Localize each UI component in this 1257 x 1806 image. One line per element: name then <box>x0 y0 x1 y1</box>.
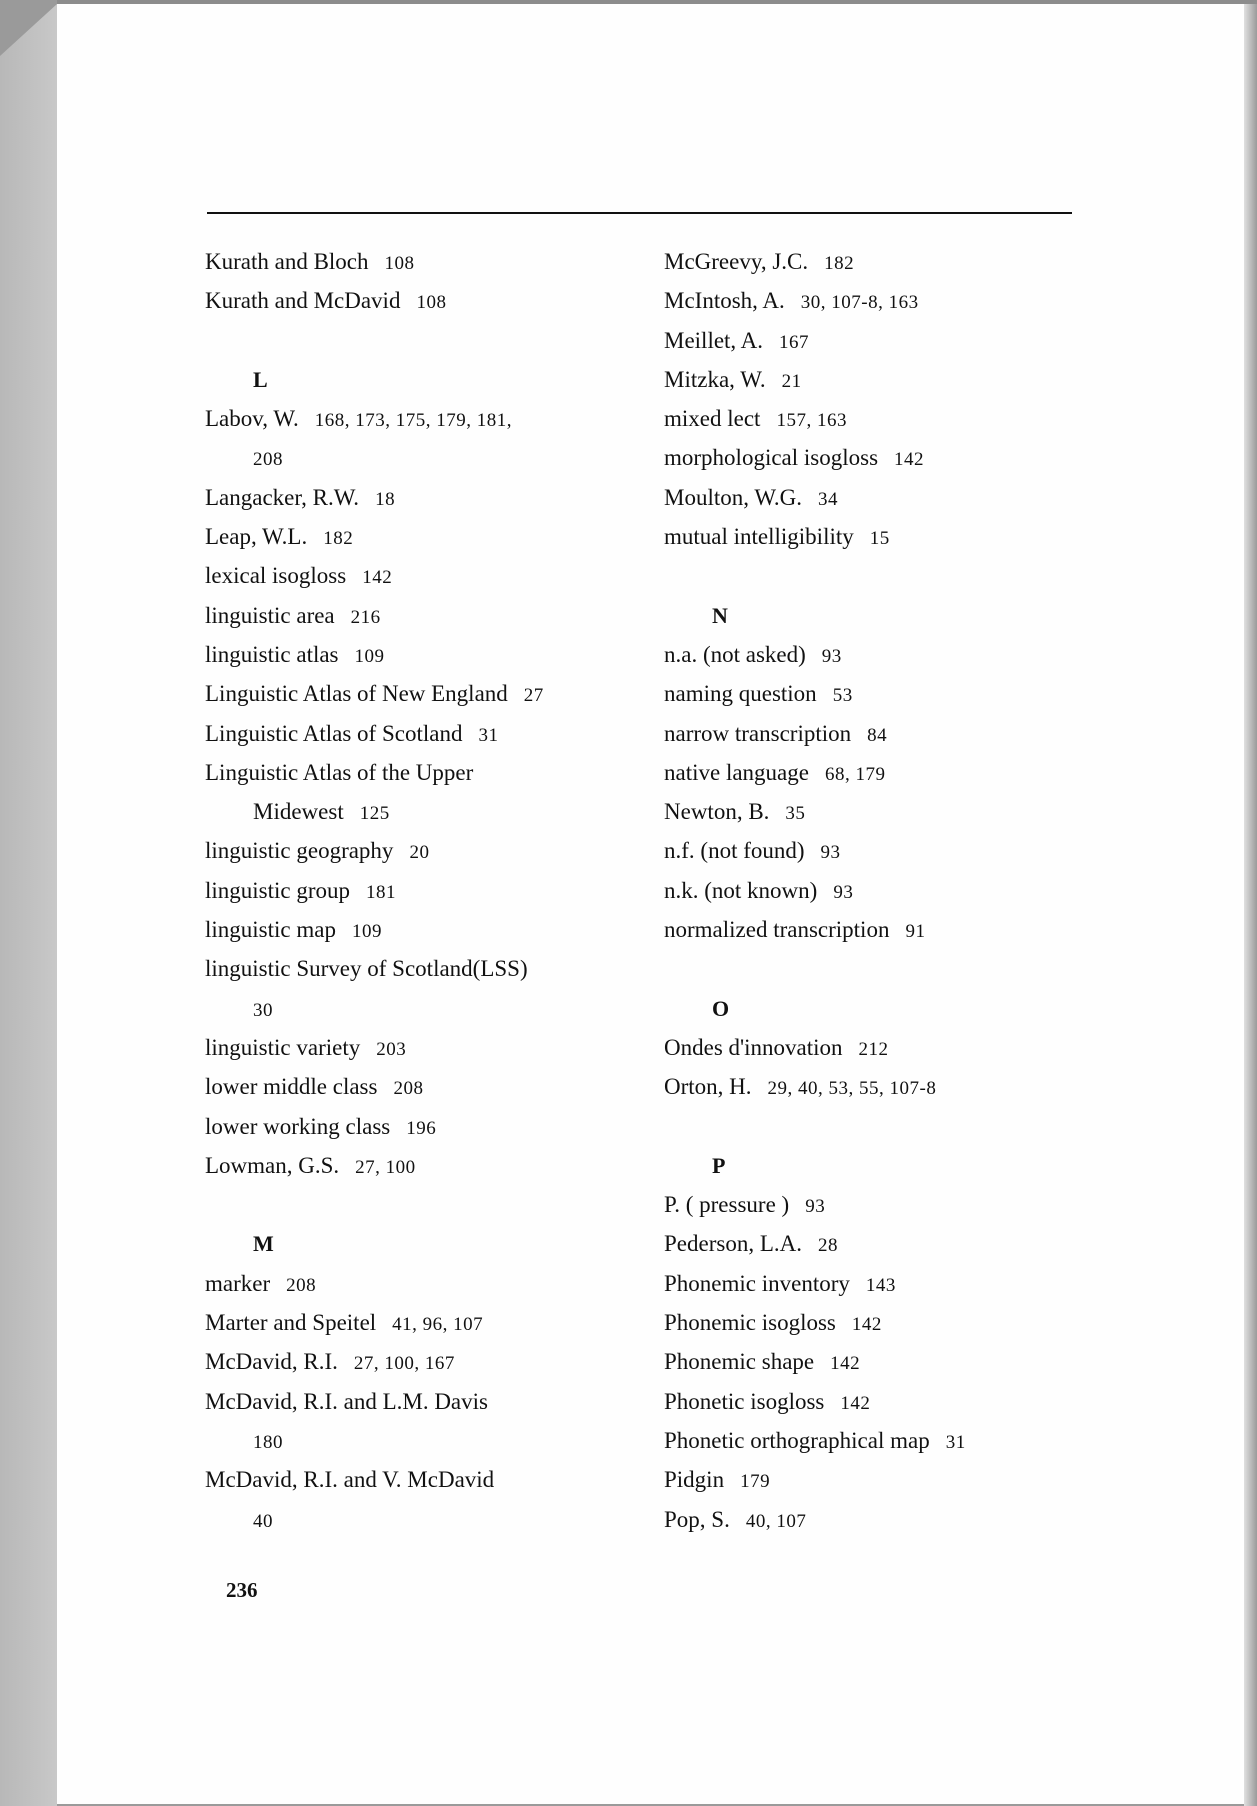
index-pages: 40 <box>253 1510 273 1532</box>
section-letter: L <box>253 366 268 392</box>
index-term: Pidgin <box>664 1467 725 1493</box>
index-term: lexical isogloss <box>205 563 347 589</box>
index-pages: 21 <box>781 370 802 392</box>
index-term: linguistic Survey of Scotland(LSS) <box>205 956 528 982</box>
index-pages: 29, 40, 53, 55, 107-8 <box>767 1078 937 1100</box>
index-pages: 93 <box>820 842 841 864</box>
index-entry <box>664 242 1104 281</box>
index-term: McGreevy, J.C. <box>664 249 809 274</box>
index-pages: 142 <box>851 1314 882 1336</box>
index-entry <box>664 635 1104 674</box>
index-term: native language <box>664 759 809 785</box>
index-pages: 53 <box>832 685 853 707</box>
index-entry-continuation <box>205 1500 645 1539</box>
index-pages: 15 <box>869 528 890 550</box>
index-term: McDavid, R.I. and V. McDavid <box>205 1467 495 1493</box>
index-term: linguistic map <box>205 917 336 943</box>
index-pages: 91 <box>905 921 926 943</box>
index-entry <box>664 360 1104 399</box>
index-term: Phonemic shape <box>664 1349 815 1375</box>
index-term: narrow transcription <box>664 720 852 746</box>
index-entry <box>205 399 645 438</box>
index-pages: 27, 100, 167 <box>353 1353 455 1375</box>
index-pages: 40, 107 <box>745 1510 807 1532</box>
index-entry <box>205 714 645 753</box>
index-entry <box>664 910 1104 949</box>
index-entry <box>664 753 1104 792</box>
index-entry <box>664 792 1104 831</box>
index-pages: 142 <box>840 1392 871 1414</box>
index-entry <box>664 438 1104 477</box>
index-pages: 68, 179 <box>824 763 886 785</box>
index-pages: 182 <box>323 528 354 550</box>
index-pages: 18 <box>375 488 396 510</box>
index-pages: 181 <box>366 881 397 903</box>
index-entry <box>205 910 645 949</box>
index-pages: 212 <box>858 1038 889 1060</box>
index-term: n.k. (not known) <box>664 877 818 903</box>
section-letter: N <box>712 602 728 628</box>
index-entry <box>205 1382 645 1421</box>
index-term: Pederson, L.A. <box>664 1231 802 1257</box>
index-pages: 142 <box>830 1353 861 1375</box>
index-pages: 203 <box>376 1038 407 1060</box>
index-entry <box>205 1264 645 1303</box>
index-pages: 108 <box>384 253 415 274</box>
index-entry <box>205 1460 645 1499</box>
index-term: P. ( pressure ) <box>664 1192 790 1218</box>
index-pages: 180 <box>253 1431 283 1453</box>
index-pages: 157, 163 <box>776 410 847 432</box>
index-pages: 30 <box>253 999 273 1021</box>
index-entry <box>664 1264 1104 1303</box>
index-pages: 93 <box>833 881 854 903</box>
index-entry <box>205 635 645 674</box>
index-term: morphological isogloss <box>664 445 879 471</box>
index-entry <box>205 1342 645 1381</box>
index-term: Pop, S. <box>664 1506 730 1532</box>
index-pages: 31 <box>945 1431 966 1453</box>
index-term: linguistic geography <box>205 838 394 864</box>
index-term: Phonetic isogloss <box>664 1388 825 1414</box>
index-term: Moulton, W.G. <box>664 484 803 510</box>
index-pages: 142 <box>894 449 925 471</box>
index-term: Linguistic Atlas of Scotland <box>205 720 463 746</box>
header-rule <box>207 212 1072 214</box>
index-term: mixed lect <box>664 406 761 432</box>
index-entry <box>664 1342 1104 1381</box>
index-entry <box>205 1146 645 1185</box>
index-entry <box>205 949 645 988</box>
book-right-edge <box>1244 4 1257 1806</box>
index-entry <box>205 478 645 517</box>
index-term: Langacker, R.W. <box>205 484 360 510</box>
index-entry <box>664 674 1104 713</box>
index-entry-continuation <box>205 438 645 477</box>
index-pages: 27 <box>523 685 544 707</box>
index-pages: 109 <box>354 645 385 667</box>
index-entry <box>664 1185 1104 1224</box>
section-letter: O <box>712 995 730 1021</box>
index-entry <box>205 1107 645 1146</box>
index-entry <box>205 556 645 595</box>
section-letter: P <box>712 1152 726 1178</box>
index-term: Phonemic inventory <box>664 1270 850 1296</box>
index-term: linguistic atlas <box>205 641 339 667</box>
index-pages: 31 <box>478 724 499 746</box>
index-entry-continuation <box>205 989 645 1028</box>
index-pages: 167 <box>779 331 810 353</box>
index-term: lower middle class <box>205 1074 378 1100</box>
index-term: Kurath and McDavid <box>205 288 401 314</box>
index-pages: 84 <box>867 724 888 746</box>
page-number: 236 <box>226 1578 258 1602</box>
index-pages: 182 <box>824 253 855 274</box>
book-spine <box>0 4 57 1806</box>
index-entry <box>205 1067 645 1106</box>
index-entry <box>664 1500 1104 1539</box>
index-pages: 35 <box>785 803 806 825</box>
index-pages: 179 <box>740 1471 771 1493</box>
index-entry <box>664 1224 1104 1263</box>
index-pages: 108 <box>416 292 447 314</box>
index-entry <box>205 1303 645 1342</box>
index-term: Linguistic Atlas of the Upper <box>205 759 474 785</box>
index-pages: 27, 100 <box>355 1156 416 1178</box>
index-term: linguistic area <box>205 602 335 628</box>
index-pages: 208 <box>393 1078 424 1100</box>
index-term: Mitzka, W. <box>664 366 766 392</box>
index-entry <box>664 1460 1104 1499</box>
index-term: linguistic group <box>205 877 351 903</box>
index-entry <box>664 517 1104 556</box>
index-term: Marter and Speitel <box>205 1310 377 1336</box>
index-entry <box>205 831 645 870</box>
blank-line <box>664 949 1104 988</box>
index-entry-continuation <box>205 792 645 831</box>
index-term: Orton, H. <box>664 1074 752 1100</box>
index-entry <box>664 831 1104 870</box>
index-pages: 125 <box>359 803 390 825</box>
index-entry <box>664 321 1104 360</box>
index-entry <box>664 1303 1104 1342</box>
index-pages: 109 <box>351 921 382 943</box>
index-pages: 93 <box>821 645 842 667</box>
index-pages: 34 <box>818 488 839 510</box>
index-entry <box>205 674 645 713</box>
index-entry <box>664 399 1104 438</box>
index-pages: 20 <box>409 842 430 864</box>
index-entry-continuation <box>205 1421 645 1460</box>
index-pages: 216 <box>350 606 381 628</box>
index-term: naming question <box>664 681 817 707</box>
index-column-left <box>205 242 645 1539</box>
index-term: Meillet, A. <box>664 327 764 353</box>
index-pages: 142 <box>362 567 393 589</box>
index-term: Labov, W. <box>205 406 299 432</box>
index-entry <box>664 871 1104 910</box>
index-term: Linguistic Atlas of New England <box>205 681 508 707</box>
blank-line <box>205 321 645 360</box>
index-term: Phonetic orthographical map <box>664 1427 930 1453</box>
index-term: marker <box>205 1270 271 1296</box>
index-entry <box>664 478 1104 517</box>
index-term: Leap, W.L. <box>205 524 308 550</box>
index-entry <box>664 1421 1104 1460</box>
index-entry <box>205 517 645 556</box>
index-entry <box>205 1028 645 1067</box>
index-term: McDavid, R.I. <box>205 1349 338 1375</box>
index-entry <box>205 242 645 281</box>
index-term: McDavid, R.I. and L.M. Davis <box>205 1388 488 1414</box>
index-term: Lowman, G.S. <box>205 1152 340 1178</box>
index-term: n.a. (not asked) <box>664 641 806 667</box>
index-pages: 208 <box>286 1274 317 1296</box>
index-term: linguistic variety <box>205 1034 361 1060</box>
section-letter: M <box>253 1231 274 1257</box>
blank-line <box>664 556 1104 595</box>
index-entry <box>664 1028 1104 1067</box>
index-entry <box>205 753 645 792</box>
index-term: normalized transcription <box>664 917 890 943</box>
index-entry <box>664 281 1104 320</box>
index-pages: 41, 96, 107 <box>392 1314 484 1336</box>
index-term: lower working class <box>205 1113 391 1139</box>
index-entry <box>664 1382 1104 1421</box>
index-term: Phonemic isogloss <box>664 1310 836 1336</box>
index-entry <box>664 714 1104 753</box>
index-term: Ondes d'innovation <box>664 1034 843 1060</box>
index-entry <box>205 871 645 910</box>
index-term: Kurath and Bloch <box>205 249 369 274</box>
index-pages: 28 <box>817 1235 838 1257</box>
index-term: n.f. (not found) <box>664 838 805 864</box>
blank-line <box>205 1185 645 1224</box>
index-term: Midewest <box>253 799 344 825</box>
index-pages: 208 <box>253 449 283 471</box>
index-term: McIntosh, A. <box>664 288 785 314</box>
blank-line <box>664 1107 1104 1146</box>
index-pages: 168, 173, 175, 179, 181, <box>314 410 512 432</box>
index-entry <box>205 596 645 635</box>
index-term: mutual intelligibility <box>664 524 854 550</box>
index-pages: 143 <box>865 1274 896 1296</box>
index-entry <box>205 281 645 320</box>
index-pages: 93 <box>805 1196 826 1218</box>
index-pages: 196 <box>406 1117 437 1139</box>
index-pages: 30, 107-8, 163 <box>800 292 919 314</box>
index-entry <box>664 1067 1104 1106</box>
index-column-right <box>664 242 1104 1539</box>
index-term: Newton, B. <box>664 799 770 825</box>
